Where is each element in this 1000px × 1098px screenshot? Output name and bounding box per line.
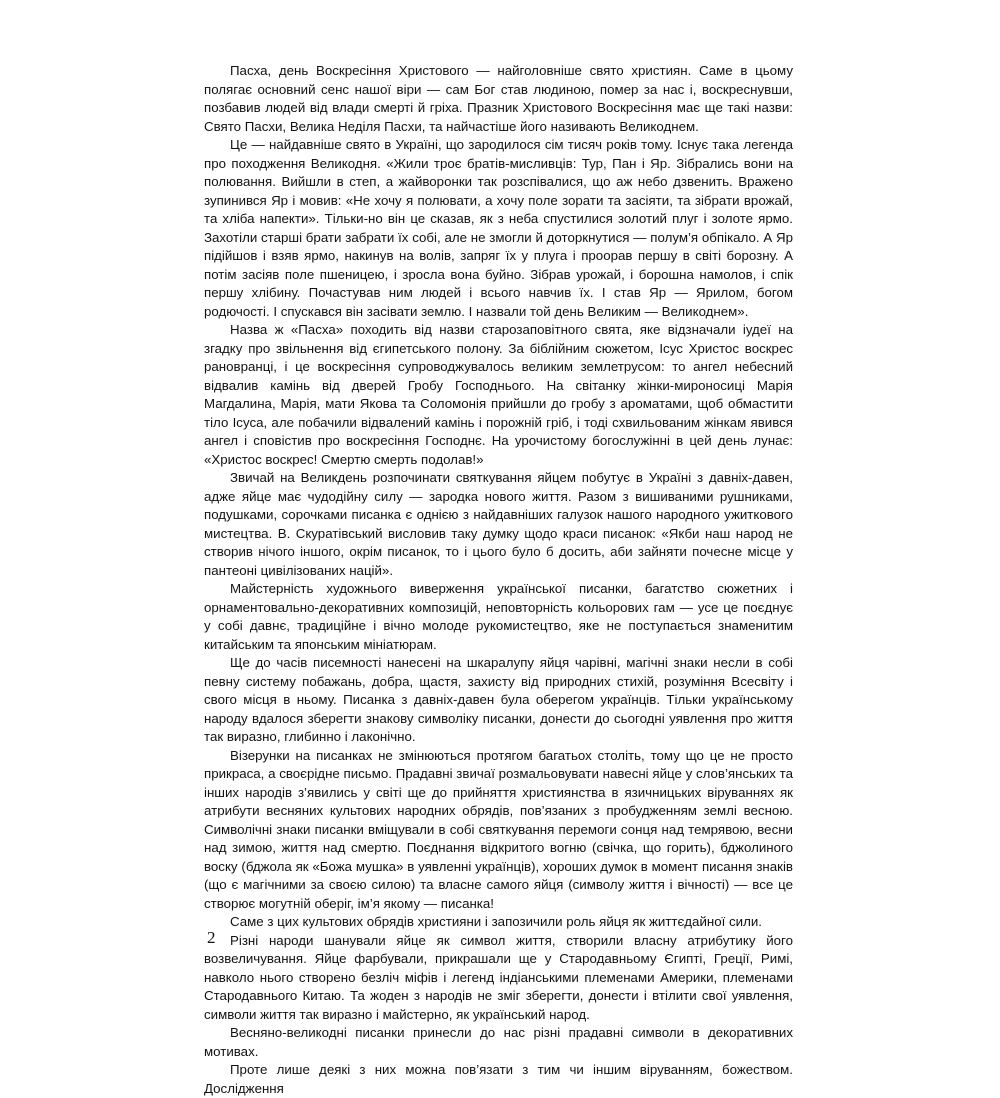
paragraph-christian-adoption: Саме з цих культових обрядів християни і запозичили роль яйця як життєдайної сили. xyxy=(230,914,762,929)
paragraph-magic-signs: Ще до часів писемності нанесені на шкаралупу яйця чарівні, магічні знаки несли в собі певну систему побажань, добра, щастя, захисту від природних стихій, розуміння Всесвіту і свого місця в ньому. Писанка з давніх-давен була оберегом українців. Тільки українському народу вдалося зберегти знакову символіку писанки, донести до сьогодні уявлення про життя так виразно, глибинно і лаконічно. xyxy=(204,655,793,744)
paragraph-other-peoples: Різні народи шанували яйце як символ життя, створили власну атрибутику його возвеличування. Яйце фарбували, прикрашали ще у Стародавньому Єгипті, Греції, Римі, навколо нього створено безліч міфів і легенд індіанськими племенами Америки, племенами Стародавнього Китаю. Та жоден з народів не зміг зберегти, донести і втілити свої уявлення, символи життя так виразно і майстерно, як український народ. xyxy=(204,932,793,1022)
paragraph-ancient-symbols: Весняно-великодні писанки принесли до нас різні прадавні символи в декоративних мотивах. xyxy=(204,1025,793,1059)
document-body xyxy=(204,62,793,1098)
paragraph-easter-meaning: Пасха, день Воскресіння Христового — найголовніше свято християн. Саме в цьому полягає основний сенс нашої віри — сам Бог став людиною, помер за нас і, воскреснувши, позбавив людей від влади смерті й гріха. Празник Христового Воскресіння має ще такі назви: Свято Пасхи, Велика Неділя Пасхи, та найчастіше його називають Великоднем. xyxy=(204,63,793,134)
paragraph-patterns: Візерунки на писанках не змінюються протягом багатьох століть, тому що це не просто прикраса, а своєрідне письмо. Прадавні звичаї розмальовувати навесні яйце у слов’янських та інших народів з’явились у світі ще до прийняття християнства в язичницьких віруваннях як атрибути весняних культових народних обрядів, пов’язаних з пробудженням землі весною. Символічні знаки писанки вміщували в собі святкування перемоги сонця над темрявою, весни над зимою, життя над смертю. Поєднання відкритого вогню (свічка, що горить), бджолиного воску (бджола як «Божа мушка» в уявленні українців), хороших думок в момент писання знаків (що є магічними за своєю силою) та власне самого яйця (символу життя і вічності) — все це створює могутній оберіг, ім’я якому — писанка! xyxy=(204,747,793,911)
paragraph-legend: Це — найдавніше свято в Україні, що зародилося сім тисяч років тому. Існує така легенда про походження Великодня. «Жили троє братів-мисливців: Тур, Пан і Яр. Зібрались вони на полювання. Вийшли в степ, а жайворонки так розспівалися, що аж небо дзвенить. Вражено зупинився Яр і мовив: «Не хочу я полювати, а хочу поле зорати та засіяти, та зібрати врожай, та хліба напекти». Тільки-но він це сказав, як з неба спустилися золотий плуг і золоте ярмо. Захотіли старші брати забрати їх собі, але не змогли й доторкнутися — полум’я обпікало. А Яр підійшов і взяв ярмо, накинув на волів, запряг їх у плуга і проорав першу в світі борозну. А потім засіяв поле пшеницею, і зросла вона буйно. Зібрав урожай, і борошна намолов, і спік першу хлібину. Почастував ним людей і всього навчив їх. І став Яр — Ярилом, богом родючості. І спускався він засівати землю. І назвали той день Великим — Великоднем». xyxy=(204,137,793,319)
paragraph-egg-custom: Звичай на Великдень розпочинати святкування яйцем побутує в Україні з давніх-давен, адже яйце має чудодійну силу — зародка нового життя. Разом з вишиваними рушниками, подушками, сорочками писанка є однією з найдавніших галузок нашого народного ужиткового мистецтва. В. Скуратівський висловив таку думку щодо краси писанок: «Якби наш народ не створив нічого іншого, окрім писанок, то і цього було б досить, аби зайняти почесне місце у пантеоні цивілізованих націй». xyxy=(204,470,793,578)
paragraph-mastery: Майстерність художнього виверження української писанки, багатство сюжетних і орнаментовально-декоративних композицій, неповторність кольорових гам — усе це поєднує у собі давнє, традиційне і вічно молоде рукомистецтво, яке не поступається знаменитим китайським та японським мініатюрам. xyxy=(204,581,793,652)
paragraph-pascha-name: Назва ж «Пасха» походить від назви старозаповітного свята, яке відзначали іудеї на згадку про звільнення від єгипетського полону. За біблійним сюжетом, Ісус Христос воскрес рановранці, і це воскресіння супроводжувалось великим землетрусом: то ангел небесний відвалив камінь від дверей Гробу Господнього. На світанку жінки-мироносиці Марія Магдалина, Марія, мати Якова та Соломонія прийшли до гробу з ароматами, щоб обмастити тіло Ісуса, але побачили відвалений камінь і порожній гріб, і тоді схвильованим жінкам явився ангел і сповістив про воскресіння Господнє. На урочистому богослужінні в цей день лунає: «Христос воскрес! Смертю смерть подолав!» xyxy=(204,322,793,467)
page-number: 2 xyxy=(207,928,216,947)
paragraph-research: Проте лише деякі з них можна пов’язати з тим чи іншим віруванням, божеством. Дослідження xyxy=(204,1062,793,1096)
